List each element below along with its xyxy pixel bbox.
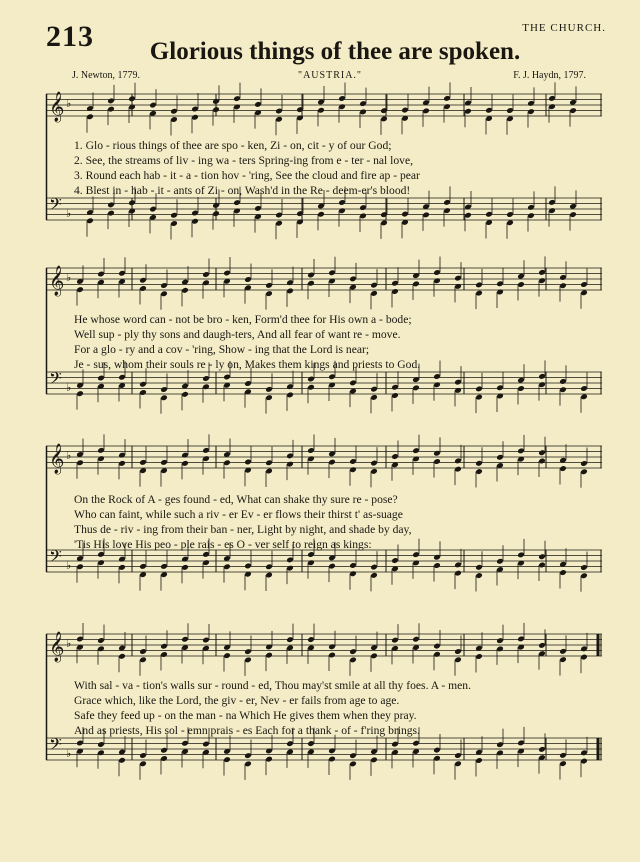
lyric-verse-2: 2. See, the streams of liv - ing wa - ters Spring-ing from e - ter - nal love, — [74, 154, 414, 167]
music-system-1 — [46, 88, 602, 248]
music-system-2 — [46, 262, 602, 422]
lyrics-block-4 — [74, 678, 594, 738]
lyric-verse-3: Safe they feed up - on the man - na Which He gives them when they pray. — [74, 709, 417, 722]
treble-clef-icon: 𝄞 — [49, 632, 65, 662]
flat-icon: ♭ — [66, 560, 72, 572]
lyric-verse-4: 'Tis His love His peo - ple rais - es O - ver self to reign as kings: — [74, 538, 372, 551]
composer-credit: F. J. Haydn, 1797. — [513, 70, 586, 81]
flat-icon: ♭ — [66, 208, 72, 220]
bass-clef-icon: 𝄢 — [49, 194, 62, 218]
lyric-verse-1: With sal - va - tion's walls sur - round - ed, Thou may'st smile at all thy foes. A - men. — [74, 679, 471, 692]
music-system-4 — [46, 628, 602, 788]
flat-icon: ♭ — [66, 638, 72, 650]
flat-icon: ♭ — [66, 98, 72, 110]
flat-icon: ♭ — [66, 748, 72, 760]
lyric-verse-3: 3. Round each hab - it - a - tion hov - 'ring, See the cloud and fire ap - pear — [74, 169, 420, 182]
lyric-verse-4: Je - sus, whom their souls re - ly on, Makes them kings and priests to God. — [74, 358, 421, 371]
lyric-verse-1: On the Rock of A - ges found - ed, What can shake thy sure re - pose? — [74, 493, 398, 506]
lyric-verse-3: Thus de - riv - ing from their ban - ner, Light by night, and shade by day, — [74, 523, 412, 536]
treble-clef-icon: 𝄞 — [49, 266, 65, 296]
lyric-verse-4: 4. Blest in - hab - it - ants of Zi - on, Wash'd in the Re - deem-er's blood! — [74, 184, 411, 197]
lyric-verse-2: Well sup - ply thy sons and daugh-ters, And all fear of want re - move. — [74, 328, 401, 341]
author-credit: J. Newton, 1779. — [72, 70, 141, 81]
flat-icon: ♭ — [66, 450, 72, 462]
lyric-verse-1: 1. Glo - rious things of thee are spo - ken, Zi - on, cit - y of our God; — [74, 139, 392, 152]
treble-clef-icon: 𝄞 — [49, 444, 65, 474]
hymn-title: Glorious things of thee are spoken. — [149, 38, 521, 65]
lyric-verse-1: He whose word can - not be bro - ken, Form'd thee for His own a - bode; — [74, 313, 412, 326]
tune-name: "AUSTRIA." — [298, 70, 362, 81]
bass-clef-icon: 𝄢 — [49, 734, 62, 758]
treble-clef-icon: 𝄞 — [49, 92, 65, 122]
lyrics-block-1 — [74, 138, 594, 198]
page-number: 213 — [46, 20, 94, 53]
lyric-verse-3: For a glo - ry and a cov - 'ring, Show - ing that the Lord is near; — [74, 343, 370, 356]
flat-icon: ♭ — [66, 382, 72, 394]
lyric-verse-2: Who can faint, while such a riv - er Ev - er flows their thirst t' as-suage — [74, 508, 403, 521]
lyric-verse-4: And as priests, His sol - emn prais - es Each for a thank - of - f'ring brings. — [74, 724, 420, 737]
music-system-3 — [46, 440, 602, 600]
section-label: THE CHURCH. — [522, 22, 606, 34]
lyric-verse-2: Grace which, like the Lord, the giv - er, Nev - er fails from age to age. — [74, 694, 400, 707]
bass-clef-icon: 𝄢 — [49, 546, 62, 570]
lyrics-block-2 — [74, 312, 594, 372]
bass-clef-icon: 𝄢 — [49, 368, 62, 392]
lyrics-block-3 — [74, 492, 594, 552]
flat-icon: ♭ — [66, 272, 72, 284]
